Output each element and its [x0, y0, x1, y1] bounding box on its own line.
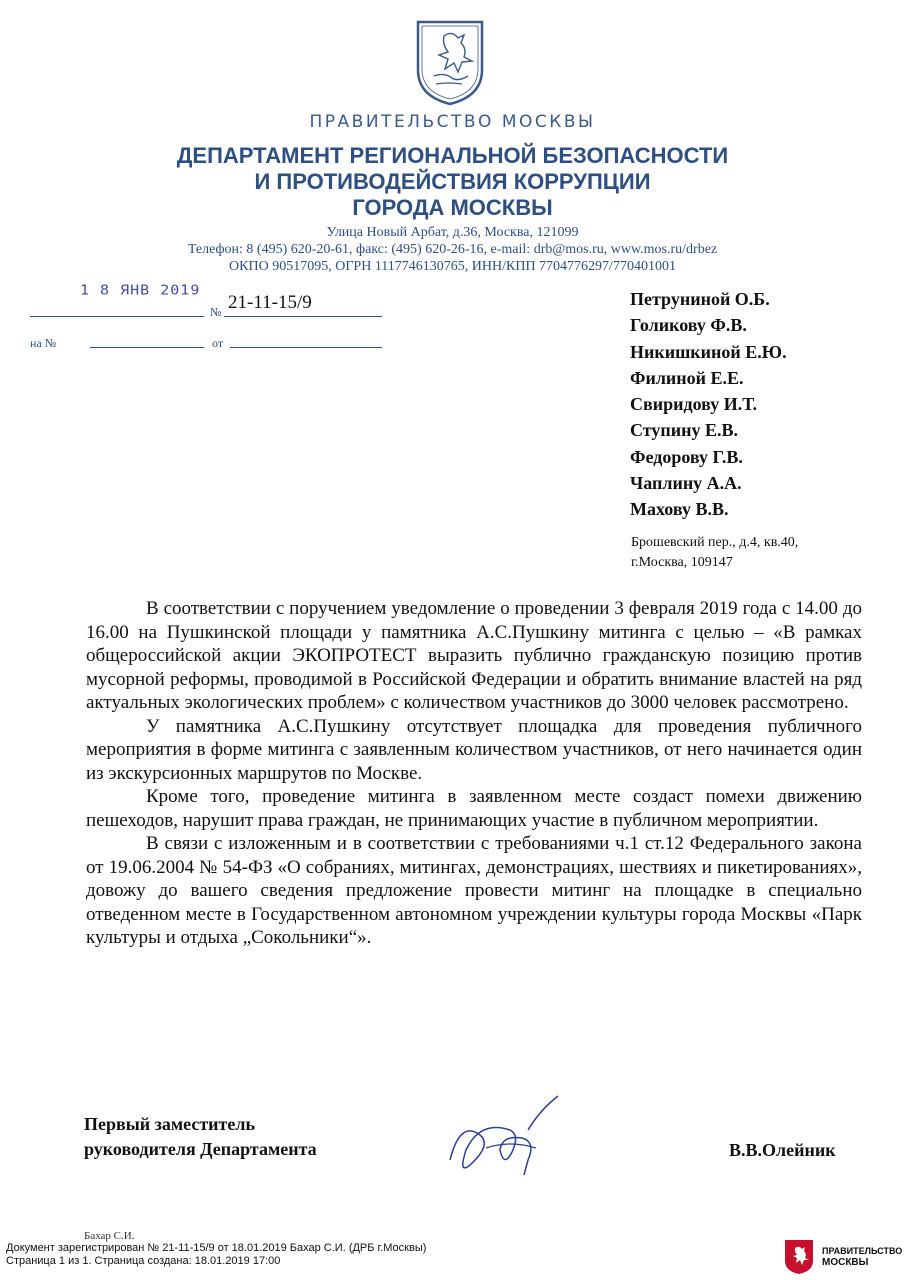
handwritten-signature-icon [440, 1090, 570, 1185]
recipient: Свиридову И.Т. [630, 394, 757, 415]
executor-name: Бахар С.И. [84, 1230, 135, 1242]
department-name-line-3: ГОРОДА МОСКВЫ [352, 195, 553, 220]
recipient: Чаплину А.А. [630, 473, 742, 494]
recipient: Голикову Ф.В. [630, 315, 747, 336]
recipient-address-line: г.Москва, 109147 [631, 555, 733, 570]
recipient-address [631, 533, 798, 573]
department-address: Улица Новый Арбат, д.36, Москва, 121099 [326, 225, 579, 240]
signatory-title-line: Первый заместитель [84, 1114, 255, 1134]
letter-body [86, 597, 862, 950]
date-line [30, 316, 204, 317]
department-contacts: Телефон: 8 (495) 620-20-61, факс: (495) 620-26-16, e-mail: drb@mos.ru, www.mos.ru/drbez [187, 242, 718, 257]
moscow-coat-of-arms-icon [414, 18, 486, 106]
on-number-label: на № [30, 336, 57, 350]
recipient: Ступину Е.В. [630, 420, 738, 441]
recipient: Махову В.В. [630, 499, 729, 520]
from-line [230, 347, 382, 348]
recipients-list [630, 286, 787, 523]
signatory-name: В.В.Олейник [729, 1140, 836, 1160]
recipient: Петруниной О.Б. [630, 289, 770, 309]
signatory-title-line: руководителя Департамента [84, 1139, 317, 1159]
recipient-address-line: Брошевский пер., д.4, кв.40, [631, 535, 799, 550]
footer-logo-line-1: ПРАВИТЕЛЬСТВО [822, 1246, 903, 1256]
page-footer: Страница 1 из 1. Страница создана: 18.01.2019 17:00 [6, 1255, 281, 1267]
signatory-title [84, 1112, 317, 1162]
government-title: ПРАВИТЕЛЬСТВО МОСКВЫ [309, 112, 596, 132]
on-number-line [90, 347, 204, 348]
recipient: Никишкиной Е.Ю. [630, 341, 787, 362]
date-stamp: 1 8 ЯНВ 2019 [80, 281, 201, 299]
department-name-line-2: И ПРОТИВОДЕЙСТВИЯ КОРРУПЦИИ [254, 169, 651, 194]
moscow-government-logo-icon [784, 1239, 814, 1275]
body-paragraph: В связи с изложенным и в соответствии с требованиями ч.1 ст.12 Федерального закона от 19.06.2004 № 54-ФЗ «О собраниях, митингах, демонстрациях, шествиях и пикетированиях», довожу до вашего сведения предложение провести митинг на площадке в специально отведенном месте в Государственном автономном учреждении культуры города Москвы «Парк культуры и отдыха „Сокольники“». [86, 833, 862, 948]
number-line [224, 316, 382, 317]
department-codes: ОКПО 90517095, ОГРН 1117746130765, ИНН/КПП 7704776297/770401001 [229, 259, 676, 274]
from-label: от [212, 336, 224, 350]
registration-number: 21-11-15/9 [228, 292, 312, 313]
footer-logo-line-2: МОСКВЫ [822, 1257, 869, 1268]
body-paragraph: Кроме того, проведение митинга в заявленном месте создаст помехи движению пешеходов, нарушит права граждан, не принимающих участие в публичном мероприятии. [86, 786, 862, 831]
department-name-line-1: ДЕПАРТАМЕНТ РЕГИОНАЛЬНОЙ БЕЗОПАСНОСТИ [176, 143, 729, 168]
recipient: Федорову Г.В. [630, 446, 743, 467]
footer-logo-text [822, 1245, 902, 1269]
recipient: Филиной Е.Е. [630, 367, 744, 388]
body-paragraph: В соответствии с поручением уведомление о проведении 3 февраля 2019 года с 14.00 до 16.00 на Пушкинской площади у памятника А.С.Пушкину митинга с целью – «В рамках общероссийской акции ЭКОПРОТЕСТ выразить публично гражданскую позицию против мусорной реформы, проводимой в Российской Федерации и обратить внимание властей на ряд актуальных экологических проблем» с количеством участников до 3000 человек рассмотрено. [86, 598, 862, 713]
number-label: № [210, 305, 222, 319]
body-paragraph: У памятника А.С.Пушкину отсутствует площадка для проведения публичного мероприятия в форме митинга с заявленным количеством участников, от него начинается один из экскурсионных маршрутов по Москве. [86, 715, 862, 784]
registration-footer: Документ зарегистрирован № 21-11-15/9 от 18.01.2019 Бахар С.И. (ДРБ г.Москвы) [6, 1242, 427, 1254]
